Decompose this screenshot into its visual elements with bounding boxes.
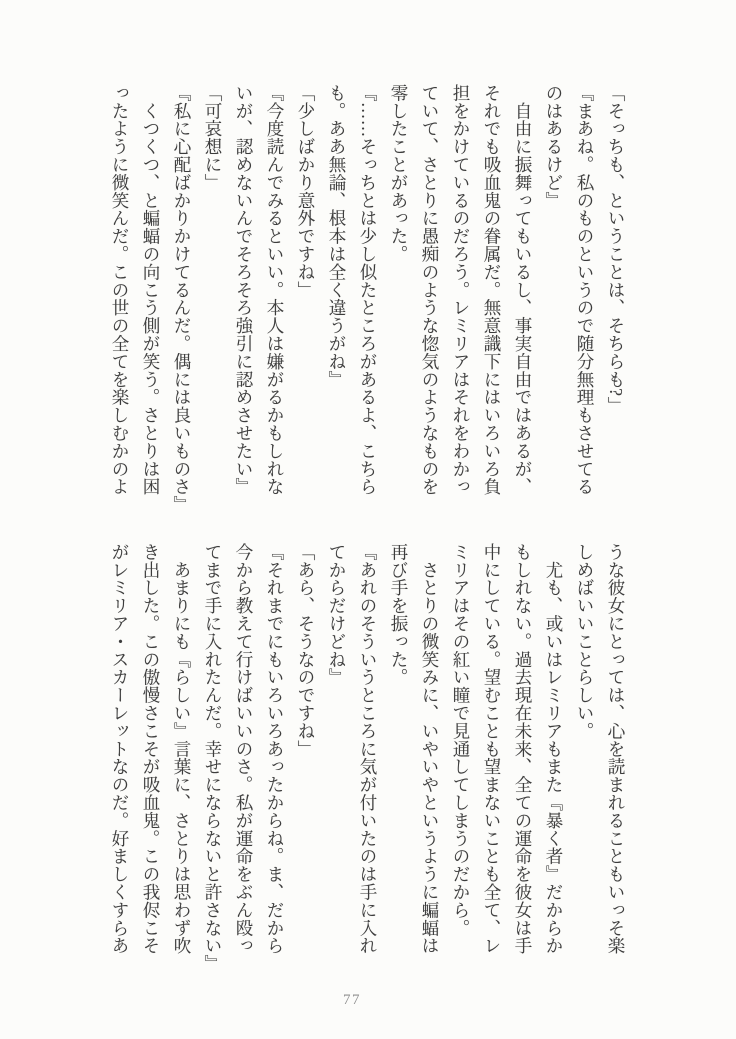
text-block-bottom — [104, 543, 631, 973]
text-line: ていて、さとりに愚痴のような惚気のようなものを — [420, 84, 440, 496]
text-line: あまりにも『らしい』言葉に、さとりは思わず吹 — [172, 543, 192, 955]
text-line: 『今度読んでみるといい。本人は嫌がるかもしれな — [265, 84, 285, 496]
text-line: てからだけどね』 — [327, 543, 347, 687]
text-line: 『まあね。私のものというので随分無理もさせてる — [575, 84, 595, 496]
text-line: いが、認めないんでそろそろ強引に認めさせたい』 — [234, 84, 254, 496]
text-line: 今から教えて行けばいいのさ。私が運命をぶん殴っ — [234, 543, 254, 955]
text-line: ったように微笑んだ。この世の全てを楽しむかのよ — [110, 84, 130, 496]
text-line: 「可哀想に」 — [203, 84, 223, 192]
text-line: 「そっちも、ということは、そちらも?」 — [606, 84, 626, 415]
text-line: もしれない。過去現在未来、全ての運命を彼女は手 — [513, 543, 533, 955]
text-line: も。ああ無論、根本は全く違うがね』 — [327, 84, 347, 389]
text-line: 自由に振舞ってもいるし、事実自由ではあるが、 — [513, 84, 533, 496]
text-line: うな彼女にとっては、心を読まれることもいっそ楽 — [606, 543, 626, 955]
text-line: 「あら、そうなのですね」 — [296, 543, 316, 758]
text-line: それでも吸血鬼の眷属だ。無意識下にはいろいろ負 — [482, 84, 502, 496]
text-line: 『あれのそういうところに気が付いたのは手に入れ — [358, 543, 378, 955]
page-number: 77 — [343, 992, 361, 1008]
text-line: 尤も、或いはレミリアもまた『暴く者』だからか — [544, 543, 564, 955]
text-line: しめばいいことらしい。 — [575, 543, 595, 740]
text-line: 再び手を振った。 — [389, 543, 409, 687]
text-line: き出した。この傲慢さこそが吸血鬼。この我侭こそ — [141, 543, 161, 955]
text-line: のはあるけど』 — [544, 84, 564, 210]
text-line: ミリアはその紅い瞳で見通してしまうのだから。 — [451, 543, 471, 937]
text-line: 『私に心配ばかりかけてるんだ。偶には良いものさ』 — [172, 84, 192, 514]
text-line: 中にしている。望むことも望まないことも全て、レ — [482, 543, 502, 955]
text-line: がレミリア・スカーレットなのだ。好ましくすらあ — [110, 543, 130, 955]
text-block-top — [104, 84, 631, 514]
text-line: 「少しばかり意外ですね」 — [296, 84, 316, 299]
text-line: くつくつ、と蝙蝠の向こう側が笑う。さとりは困 — [141, 84, 161, 496]
text-line: 零したことがあった。 — [389, 84, 409, 263]
text-line: てまで手に入れたんだ。幸せにならないと許さない』 — [203, 543, 223, 973]
text-line: 担をかけているのだろう。レミリアはそれをわかっ — [451, 84, 471, 496]
text-line: 『それまでにもいろいろあったからね。ま、だから — [265, 543, 285, 955]
text-line: さとりの微笑みに、いやいやというように蝙蝠は — [420, 543, 440, 955]
text-line: 『……そっちとは少し似たところがあるよ、こちら — [358, 84, 378, 496]
